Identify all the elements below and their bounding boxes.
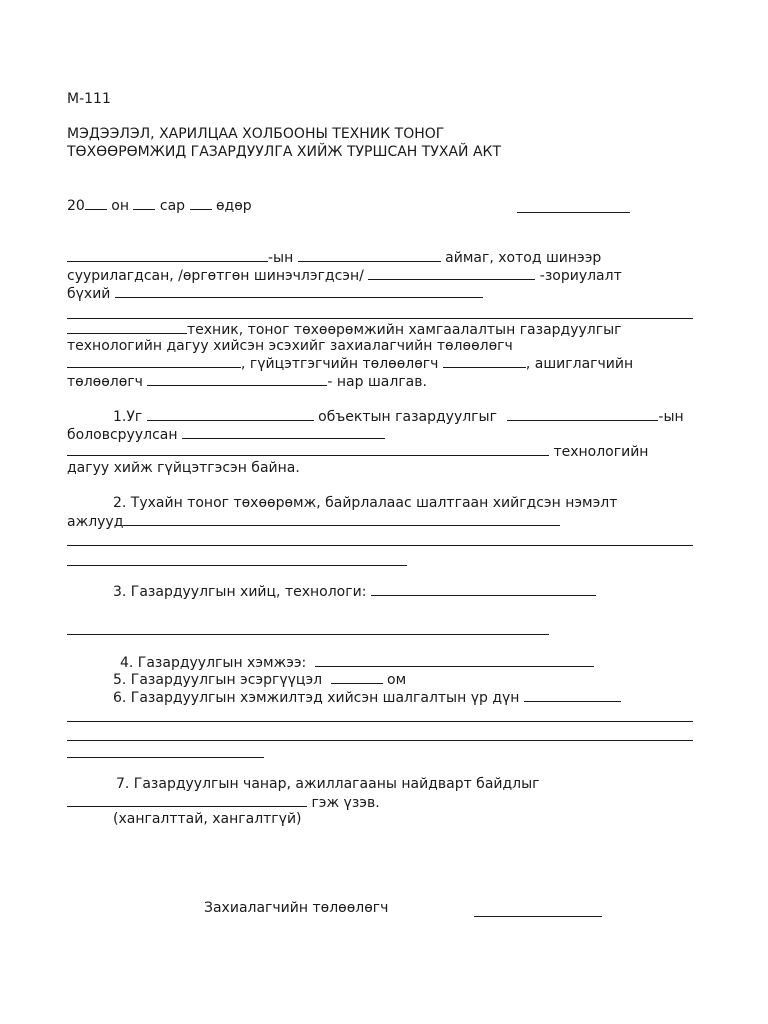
equipment-blank-2[interactable] bbox=[67, 318, 693, 319]
item-1-developed-blank[interactable] bbox=[182, 425, 385, 439]
date-line bbox=[67, 196, 252, 215]
customer-rep-blank[interactable] bbox=[67, 354, 241, 368]
item-6-blank-1[interactable] bbox=[524, 688, 621, 702]
date-month-label: сар bbox=[159, 198, 186, 214]
intro-line-6: технологийн дагуу хийсэн эсэхийг захиалагчийн төлөөлөгч bbox=[67, 338, 513, 354]
item-6-text: 6. Газардуулгын хэмжилтэд хийсэн шалгалтын үр дүн bbox=[113, 690, 520, 706]
intro-text-1a: -ын bbox=[268, 250, 294, 266]
form-code: М-111 bbox=[67, 91, 111, 107]
item-3-blank-2[interactable] bbox=[67, 634, 549, 635]
item-1-text-d: боловсруулсан bbox=[67, 427, 178, 443]
operator-rep-blank[interactable] bbox=[147, 372, 327, 386]
intro-text-5: техник, тоног төхөөрөмжийн хамгаалалтын газардуулгыг bbox=[187, 322, 622, 338]
document-title-line-2: ТӨХӨӨРӨМЖИД ГАЗАРДУУЛГА ХИЙЖ ТУРШСАН ТУХАЙ АКТ bbox=[67, 144, 502, 160]
document-title-line-1: МЭДЭЭЛЭЛ, ХАРИЛЦАА ХОЛБООНЫ ТЕХНИК ТОНОГ bbox=[67, 126, 445, 142]
intro-text-2a: суурилагдсан, /өргөтгөн шинэчлэгдсэн/ bbox=[67, 268, 364, 284]
signature-label: Захиалагчийн төлөөлөгч bbox=[204, 900, 389, 916]
item-1-line-1 bbox=[113, 407, 684, 426]
intro-line-8 bbox=[67, 372, 427, 391]
item-3-blank-1[interactable] bbox=[371, 582, 596, 596]
day-blank[interactable] bbox=[190, 196, 212, 210]
item-1-object-blank[interactable] bbox=[147, 407, 314, 421]
item-1-text-b: объектын газардуулгыг bbox=[318, 409, 497, 425]
equipment-blank-3[interactable] bbox=[67, 320, 187, 334]
item-2-line-1: 2. Тухайн тоног төхөөрөмж, байрлалаас шалтгаан хийгдсэн нэмэлт bbox=[113, 495, 618, 511]
organization-blank[interactable] bbox=[67, 248, 268, 262]
date-day-label: өдөр bbox=[215, 198, 252, 214]
item-7-line-1: 7. Газардуулгын чанар, ажиллагааны найдварт байдлыг bbox=[116, 776, 540, 792]
intro-text-8b: - нар шалгав. bbox=[327, 374, 427, 390]
item-4-blank[interactable] bbox=[315, 653, 594, 667]
item-5-line bbox=[113, 670, 406, 689]
item-7-assessment-blank[interactable] bbox=[67, 793, 307, 807]
intro-text-1b: аймаг, хотод шинээр bbox=[445, 250, 602, 266]
item-5-text-a: 5. Газардуулгын эсэргүүцэл bbox=[113, 672, 323, 688]
item-7-hint: (хангалттай, хангалтгүй) bbox=[113, 811, 302, 827]
intro-text-2b: -зориулалт bbox=[539, 268, 622, 284]
place-blank[interactable] bbox=[517, 212, 630, 213]
intro-text-8a: төлөөлөгч bbox=[67, 374, 143, 390]
item-2-blank-3[interactable] bbox=[67, 565, 407, 566]
intro-text-7b: , ашиглагчийн bbox=[525, 356, 634, 372]
date-year-label: он bbox=[111, 198, 129, 214]
item-7-text-b: гэж үзэв. bbox=[311, 795, 380, 811]
item-3-text: 3. Газардуулгын хийц, технологи: bbox=[113, 584, 367, 600]
year-blank[interactable] bbox=[85, 196, 107, 210]
equipment-blank-1[interactable] bbox=[115, 284, 483, 298]
item-5-unit: ом bbox=[387, 672, 407, 688]
intro-line-1 bbox=[67, 248, 601, 267]
item-6-blank-2[interactable] bbox=[67, 721, 693, 722]
purpose-blank[interactable] bbox=[368, 266, 535, 280]
item-2-line-2 bbox=[67, 512, 560, 531]
item-6-blank-4[interactable] bbox=[67, 757, 264, 758]
date-prefix: 20 bbox=[67, 198, 85, 214]
item-2-blank-2[interactable] bbox=[67, 545, 693, 546]
signature-blank[interactable] bbox=[474, 916, 602, 917]
item-2-blank-1[interactable] bbox=[123, 512, 560, 526]
item-1-text-e: технологийн bbox=[553, 444, 649, 460]
item-5-resistance-blank[interactable] bbox=[331, 670, 383, 684]
item-2-text-b: ажлууд bbox=[67, 514, 124, 530]
item-1-line-4: дагуу хийж гүйцэтгэсэн байна. bbox=[67, 460, 300, 476]
item-1-technology-blank[interactable] bbox=[67, 442, 549, 456]
aimag-blank[interactable] bbox=[298, 248, 441, 262]
item-3-line bbox=[113, 582, 596, 601]
intro-text-7a: , гүйцэтгэгчийн төлөөлөгч bbox=[241, 356, 439, 372]
item-6-blank-3[interactable] bbox=[67, 740, 693, 741]
item-1-text-a: 1.Уг bbox=[113, 409, 143, 425]
item-6-line bbox=[113, 688, 621, 707]
contractor-rep-blank[interactable] bbox=[443, 354, 526, 368]
intro-line-7 bbox=[67, 354, 633, 373]
item-4-text: 4. Газардуулгын хэмжээ: bbox=[120, 655, 307, 671]
intro-line-3 bbox=[67, 284, 483, 303]
item-1-text-c: -ын bbox=[658, 409, 684, 425]
intro-line-2 bbox=[67, 266, 622, 285]
month-blank[interactable] bbox=[133, 196, 155, 210]
item-1-designer-blank[interactable] bbox=[507, 407, 658, 421]
intro-text-3: бүхий bbox=[67, 286, 111, 302]
